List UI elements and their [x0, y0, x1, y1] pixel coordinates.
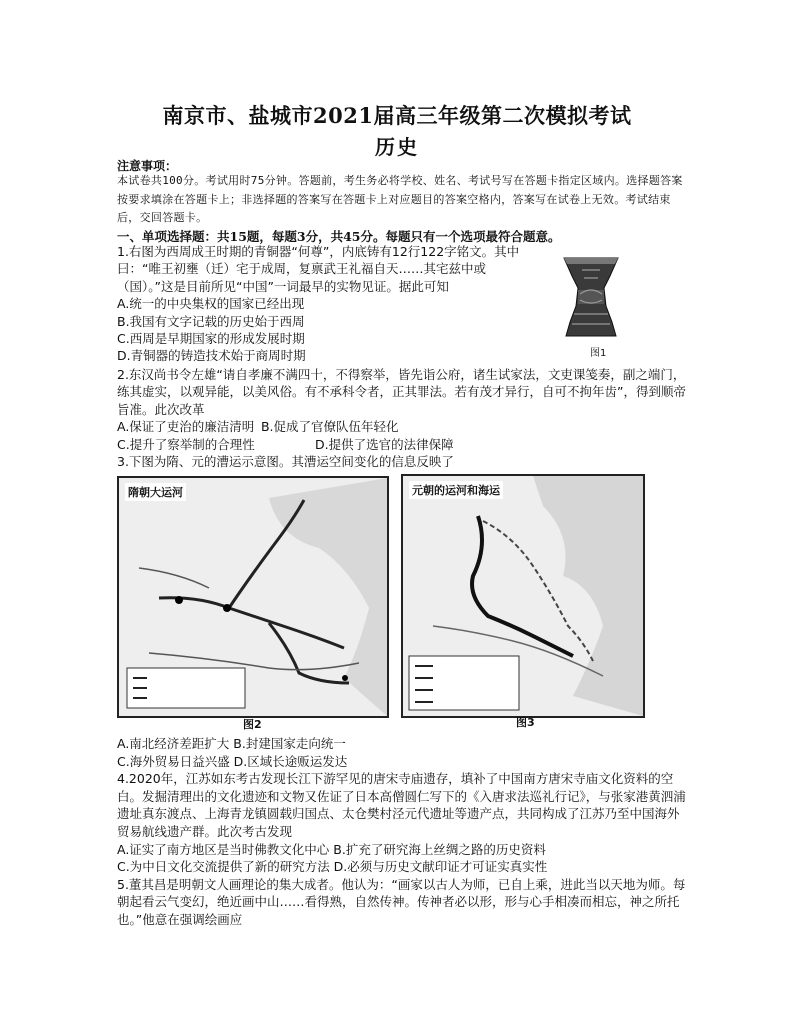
sui-canal-map: [117, 476, 389, 718]
notice-body: 本试卷共100分。考试用时75分钟。答题前，考生务必将学校、姓名、考试号写在答题卡指定区域内。选择题答案按要求填涂在答题卡上；非选择题的答案写在答题卡上对应题目的答案空格内，答案写在试卷上无效。考试结束后，交回答题卡。: [117, 174, 683, 224]
question-4-options-cd: C.为中日文化交流提供了新的研究方法 D.必须与历史文献印证才可证实真实性: [117, 859, 548, 875]
bronze-vessel-image: [560, 254, 622, 338]
question-2-option-a: A.保证了吏治的廉洁清明: [117, 419, 255, 435]
figure-2-caption: 图2: [243, 718, 262, 731]
question-4-options-ab: A.证实了南方地区是当时佛教文化中心 B.扩充了研究海上丝绸之路的历史资料: [117, 841, 546, 857]
question-1: [117, 243, 537, 365]
figure-1-caption: 图1: [590, 348, 607, 359]
sui-canal-map-title: 隋朝大运河: [125, 483, 186, 501]
question-1-option-c: C.西周是早期国家的形成发展时期: [117, 331, 305, 347]
question-2-option-b: B.促成了官僚队伍年轻化: [260, 419, 399, 435]
question-1-option-d: D.青铜器的铸造技术始于商周时期: [117, 348, 306, 364]
question-2-option-d: D.提供了选官的法律保障: [314, 436, 454, 452]
question-2-option-c: C.提升了察举制的合理性: [117, 436, 255, 452]
question-4-stem: 4.2020年，江苏如东考古发现长江下游罕见的唐宋寺庙遗存，填补了中国南方唐宋寺庙文化资料的空白。发掘清理出的文化遗迹和文物又佐证了日本高僧圆仁写下的《入唐求法巡礼行记》，与张家港黄泗浦遗址真东渡点、上海青龙镇圆载归国点、太仓樊村泾元代遗址等遗产点，共同构成了江苏乃至中国海外贸易航线遗产群。此次考古发现: [117, 771, 686, 839]
question-3-options-cd: C.海外贸易日益兴盛 D.区域长途贩运发达: [117, 753, 348, 769]
sui-canal-map-graphic: [119, 478, 387, 716]
question-5-stem: 5.董其昌是明朝文人画理论的集大成者。他认为：“画家以古人为师，已自上乘，进此当以天地为师。每朝起看云气变幻，绝近画中山……看得熟，自然传神。传神者必以形，形与心手相凑而相忘，神之所托也。”他意在强调绘画应: [117, 876, 686, 927]
question-1-stem: 1.右图为西周成王时期的青铜器“何尊”，内底铸有12行122字铭文。其中曰：“唯王初壅（迁）宅于成周，复禀武王礼福自天……其宅兹中或（国）。”这是目前所见“中国”一词最早的实物见证。据此可知: [117, 244, 520, 294]
question-3-options-ab: A.南北经济差距扩大 B.封建国家走向统一: [117, 736, 346, 751]
questions-3-to-5: [117, 735, 689, 929]
notice-heading: 注意事项：: [117, 159, 178, 173]
subject-title: 历史: [375, 135, 419, 159]
question-2-stem: 2.东汉尚书令左雄“请自孝廉不满四十，不得察举，皆先诣公府，诸生试家法，文吏课笺奏，副之端门，练其虚实，以观异能，以美风俗。有不承科令者，正其罪法。若有茂才异行，自可不拘年齿”，得到顺帝旨准。此次改革: [117, 367, 686, 417]
yuan-canal-map: [401, 474, 645, 718]
question-2: [117, 366, 687, 470]
question-1-option-a: A.统一的中央集权的国家已经出现: [117, 296, 305, 312]
question-1-option-b: B.我国有文字记载的历史始于西周: [117, 313, 305, 329]
figure-3-caption: 图3: [516, 716, 535, 729]
exam-title: 南京市、盐城市2021届高三年级第二次模拟考试: [162, 103, 632, 128]
yuan-canal-map-title: 元朝的运河和海运: [409, 481, 503, 499]
section-heading: 一、单项选择题：共15题，每题3分，共45分。每题只有一个选项最符合题意。: [117, 229, 561, 244]
yuan-canal-map-graphic: [403, 476, 643, 716]
question-3-stem: 3.下图为隋、元的漕运示意图。其漕运空间变化的信息反映了: [117, 454, 454, 470]
